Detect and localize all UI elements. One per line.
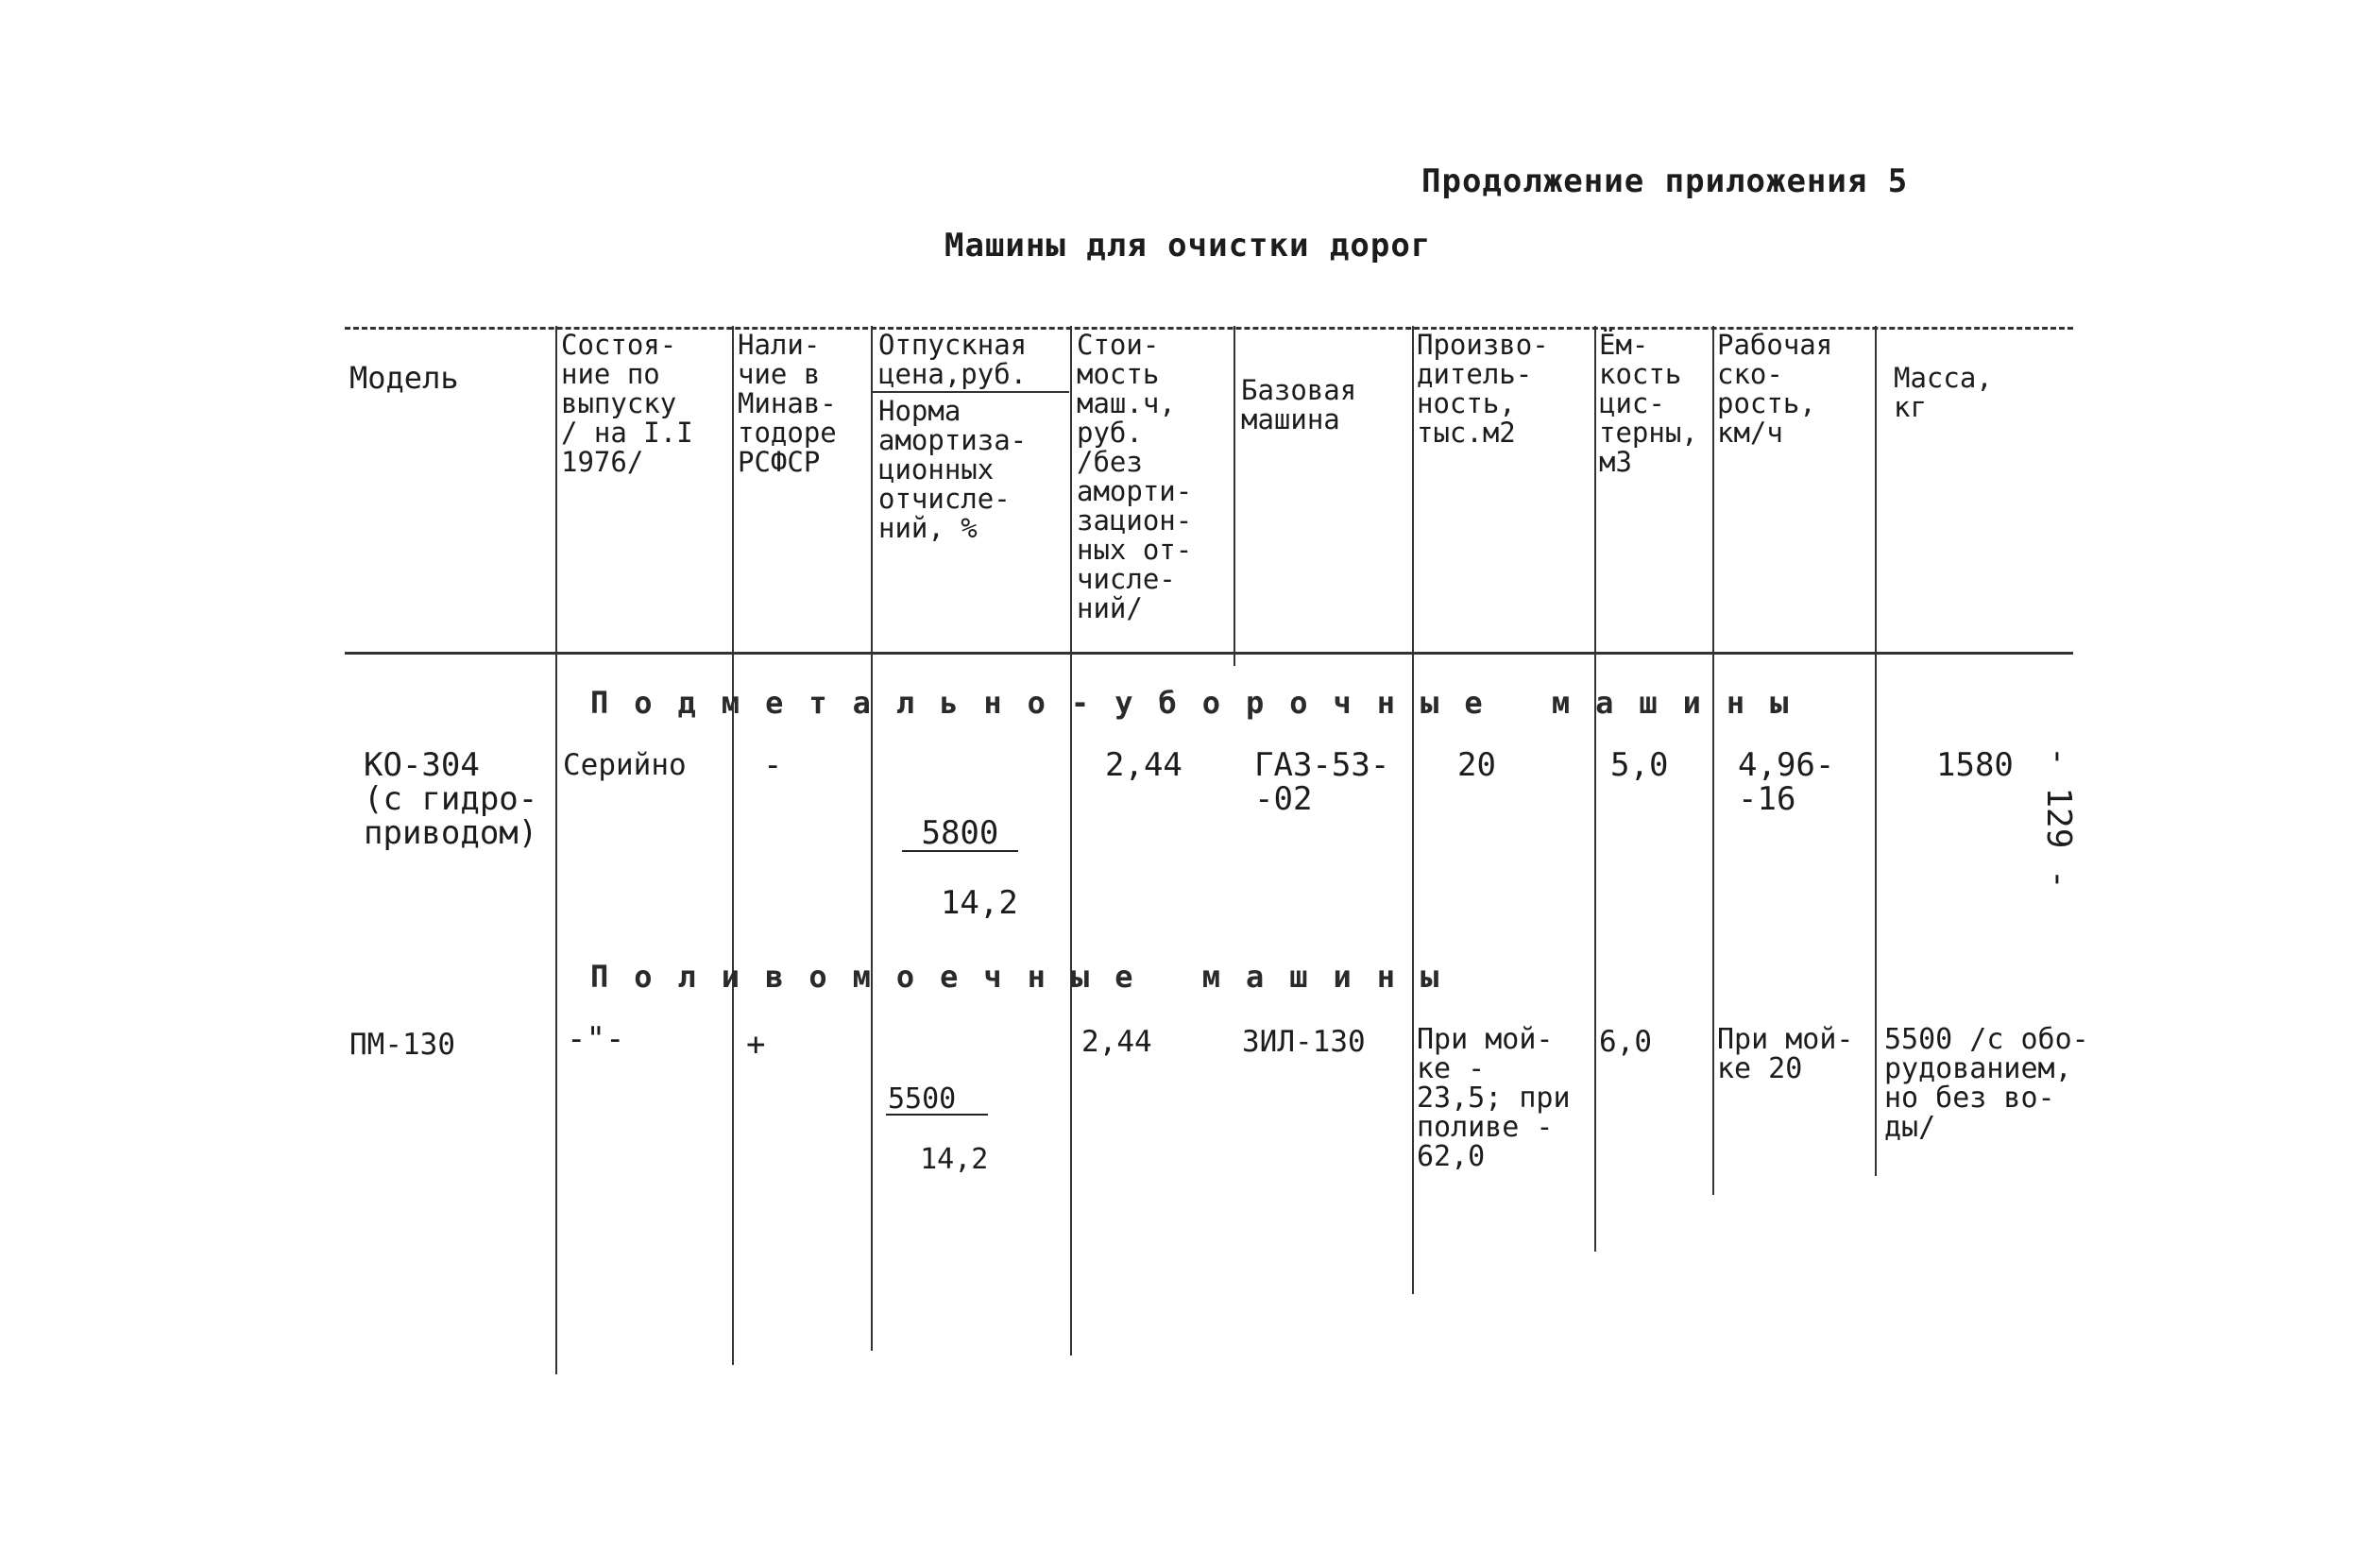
- col-divider-4: [1070, 326, 1072, 1355]
- section-title-sweepers: Подметально-уборочные машины: [590, 685, 1814, 721]
- col-header-productivity: Произво- дитель- ность, тыс.м2: [1417, 329, 1549, 449]
- col-header-model: Модель: [349, 360, 459, 396]
- col-header-base-machine: Базовая машина: [1241, 374, 1357, 435]
- row-hour-cost: 2,44: [1105, 746, 1182, 784]
- section-title-washers: Поливомоечные машины: [590, 959, 1465, 995]
- row-productivity: При мой- ке - 23,5; при поливе - 62,0: [1417, 1023, 1571, 1173]
- row-status: -"-: [567, 1020, 625, 1058]
- row-price: [902, 748, 1018, 920]
- row-model: ПМ-130: [349, 1028, 455, 1062]
- price-value: 5800: [902, 816, 1018, 852]
- row-model: КО-304 (с гидро- приводом): [364, 746, 538, 852]
- col-divider-2: [732, 326, 734, 1365]
- header-bottom-rule: [345, 652, 2073, 655]
- col-divider-6: [1412, 326, 1414, 1294]
- norm-value: 14,2: [940, 884, 1018, 922]
- col-divider-7: [1594, 326, 1596, 1252]
- row-productivity: 20: [1457, 746, 1496, 784]
- row-speed: 4,96- -16: [1738, 746, 1835, 818]
- col-header-amortization: Норма амортиза- ционных отчисле- ний, %: [878, 395, 1028, 544]
- col-divider-1: [555, 326, 557, 1374]
- col-header-price: Отпускная цена,руб.: [878, 329, 1028, 390]
- continuation-note: Продолжение приложения 5: [1421, 162, 1909, 200]
- norm-value: 14,2: [920, 1143, 989, 1176]
- row-hour-cost: 2,44: [1081, 1025, 1152, 1059]
- row-price: [886, 1026, 988, 1174]
- row-mass: 5500 /с обо- рудованием, но без во- ды/: [1884, 1023, 2089, 1144]
- col-header-hour-cost: Стои- мость маш.ч, руб. /без аморти- зацион- ных от- числе- ний/: [1077, 329, 1193, 624]
- col-divider-3: [871, 326, 873, 1351]
- row-availability: -: [763, 746, 783, 784]
- row-base-machine: ГАЗ-53- -02: [1254, 746, 1390, 818]
- col-header-mass: Масса, кг: [1894, 362, 1993, 423]
- row-availability: +: [746, 1026, 766, 1064]
- row-mass: 1580: [1936, 746, 2014, 784]
- col-divider-9: [1875, 326, 1877, 1176]
- row-speed: При мой- ке 20: [1717, 1023, 1854, 1085]
- col-header-tank: Ём- кость цис- терны, м3: [1599, 329, 1698, 478]
- row-status: Серийно: [563, 748, 687, 782]
- col-header-status: Состоя- ние по выпуску / на I.I 1976/: [561, 329, 693, 478]
- row-tank: 5,0: [1610, 746, 1669, 784]
- page-number: - 129 -: [2039, 746, 2078, 890]
- row-tank: 6,0: [1599, 1025, 1652, 1059]
- price-value: 5500: [886, 1084, 988, 1116]
- table-title: Машины для очистки дорог: [944, 227, 1432, 264]
- col-header-availability: Нали- чие в Минав- тодоре РСФСР: [738, 329, 837, 478]
- price-header-split: [873, 391, 1069, 393]
- col-header-speed: Рабочая ско- рость, км/ч: [1717, 329, 1833, 449]
- row-base-machine: ЗИЛ-130: [1242, 1025, 1366, 1059]
- col-divider-8: [1712, 326, 1714, 1195]
- col-divider-5: [1234, 326, 1235, 666]
